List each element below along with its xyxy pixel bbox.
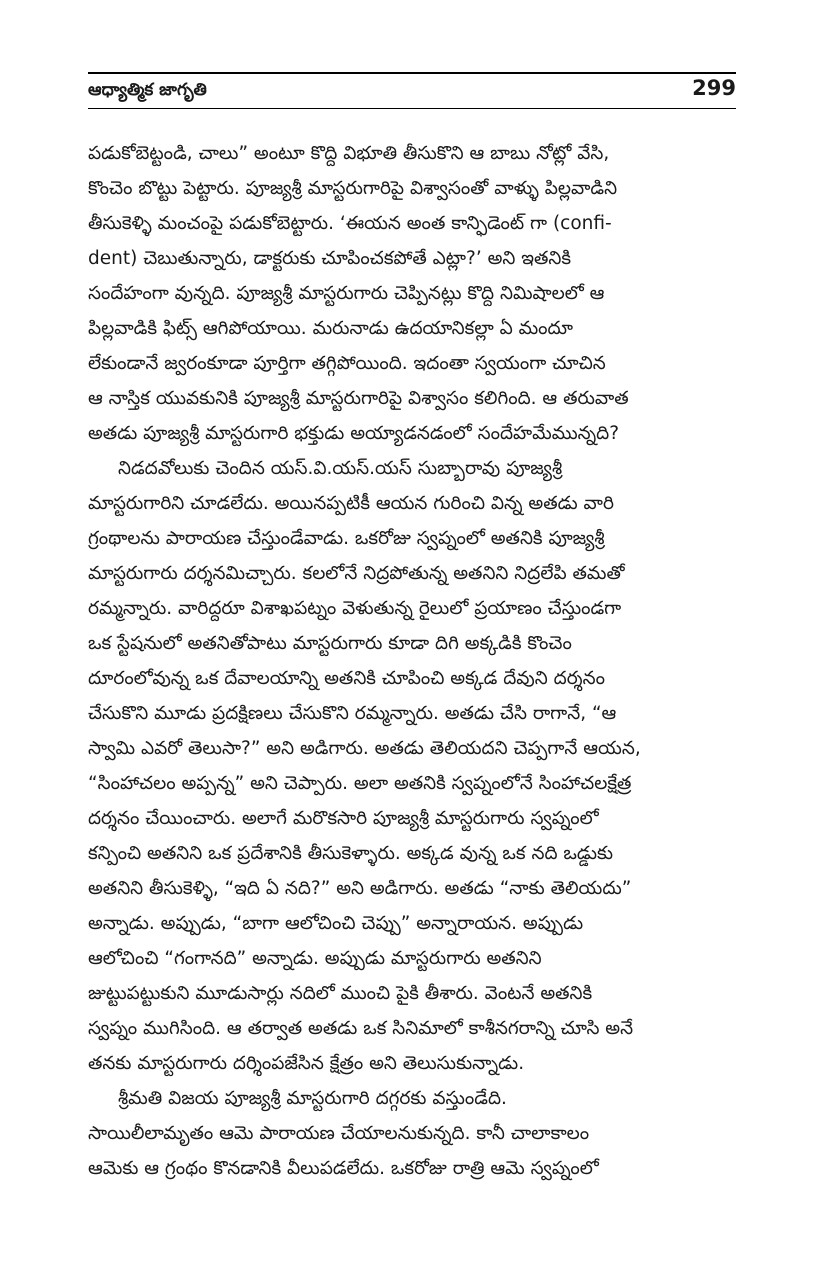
body-text <box>88 136 736 1186</box>
running-head: ఆధ్యాత్మిక జాగృతి <box>88 80 207 100</box>
text-line: కన్పించి అతనిని ఒక ప్రదేశానికి తీసుకెళ్ళారు. అక్కడ వున్న ఒక నది ఒడ్డుకు <box>88 843 614 864</box>
text-line: మాస్టరుగారు దర్శనమిచ్చారు. కలలోనే నిద్రపోతున్న అతనిని నిద్రలేపి తమతో <box>88 563 625 584</box>
text-line: సాయిలీలామృతం ఆమె పారాయణ చేయాలనుకున్నది. కానీ చాలాకాలం <box>88 1123 590 1144</box>
text-line: ఆ నాస్తిక యువకునికి పూజ్యశ్రీ మాస్టరుగారిపై విశ్వాసం కలిగింది. ఆ తరువాత <box>88 388 629 409</box>
text-line: అన్నాడు. అప్పుడు, “బాగా ఆలోచించి చెప్పు” అన్నారాయన. అప్పుడు <box>88 913 584 934</box>
page-number: 299 <box>692 76 736 100</box>
text-line: “సింహాచలం అప్పన్న” అని చెప్పారు. అలా అతనికి స్వప్నంలోనే సింహాచలక్షేత్ర <box>88 773 632 794</box>
text-line: తీసుకెళ్ళి మంచంపై పడుకోబెట్టారు. ‘ఈయన అంత కాన్ఫిడెంట్ గా (confi- <box>88 213 612 234</box>
text-line: సందేహంగా వున్నది. పూజ్యశ్రీ మాస్టరుగారు చెప్పినట్లు కొద్ది నిమిషాలలో ఆ <box>88 283 605 304</box>
text-line: అతనిని తీసుకెళ్ళి, “ఇది ఏ నది?” అని అడిగారు. అతడు “నాకు తెలియదు” <box>88 878 632 899</box>
text-line: తనకు మాస్టరుగారు దర్శింపజేసిన క్షేత్రం అని తెలుసుకున్నాడు. <box>88 1053 525 1074</box>
text-line: స్వామి ఎవరో తెలుసా?” అని అడిగారు. అతడు తెలియదని చెప్పగానే ఆయన, <box>88 738 641 759</box>
text-line: పిల్లవాడికి ఫిట్స్ ఆగిపోయాయి. మరునాడు ఉదయానికల్లా ఏ మందూ <box>88 318 573 339</box>
text-line: లేకుండానే జ్వరంకూడా పూర్తిగా తగ్గిపోయింది. ఇదంతా స్వయంగా చూచిన <box>88 353 606 374</box>
text-line: గ్రంథాలను పారాయణ చేస్తుండేవాడు. ఒకరోజు స్వప్నంలో అతనికి పూజ్యశ్రీ <box>88 528 605 549</box>
text-line: స్వప్నం ముగిసింది. ఆ తర్వాత అతడు ఒక సినిమాలో కాశీనగరాన్ని చూసి అనే <box>88 1018 634 1039</box>
text-line: కొంచెం బొట్టు పెట్టారు. పూజ్యశ్రీ మాస్టరుగారిపై విశ్వాసంతో వాళ్ళు పిల్లవాడిని <box>88 178 618 199</box>
paragraph-first-line: శ్రీమతి విజయ పూజ్యశ్రీ మాస్టరుగారి దగ్గరకు వస్తుండేది. <box>118 1088 507 1109</box>
text-line: dent) చెబుతున్నారు, డాక్టరుకు చూపించకపోతే ఎట్లా?’ అని ఇతనికి <box>88 248 572 269</box>
text-line: చేసుకొని మూడు ప్రదక్షిణలు చేసుకొని రమ్మన్నారు. అతడు చేసి రాగానే, “ఆ <box>88 703 617 724</box>
text-line: దర్శనం చేయించారు. అలాగే మరొకసారి పూజ్యశ్రీ మాస్టరుగారు స్వప్నంలో <box>88 808 599 829</box>
text-line: రమ్మన్నారు. వారిద్దరూ విశాఖపట్నం వెళుతున్న రైలులో ప్రయాణం చేస్తుండగా <box>88 598 622 619</box>
text-line: అతడు పూజ్యశ్రీ మాస్టరుగారి భక్తుడు అయ్యాడనడంలో సందేహమేమున్నది? <box>88 423 620 444</box>
text-line: మాస్టరుగారిని చూడలేదు. అయినప్పటికీ ఆయన గురించి విన్న అతడు వారి <box>88 493 614 514</box>
text-line: ఆలోచించి “గంగానది” అన్నాడు. అప్పుడు మాస్టరుగారు అతనిని <box>88 948 542 969</box>
text-line: ఆమెకు ఆ గ్రంథం కొనడానికి వీలుపడలేదు. ఒకరోజు రాత్రి ఆమె స్వప్నంలో <box>88 1158 599 1179</box>
text-line: దూరంలోవున్న ఒక దేవాలయాన్ని అతనికి చూపించి అక్కడ దేవుని దర్శనం <box>88 668 605 689</box>
page-header <box>88 72 736 109</box>
text-line: పడుకోబెట్టండి, చాలు” అంటూ కొద్ది విభూతి తీసుకొని ఆ బాబు నోట్లో వేసి, <box>88 143 610 164</box>
text-line: ఒక స్టేషనులో అతనితోపాటు మాస్టరుగారు కూడా దిగి అక్కడికి కొంచెం <box>88 633 572 654</box>
text-line: జుట్టుపట్టుకుని మూడుసార్లు నదిలో ముంచి పైకి తీశారు. వెంటనే అతనికి <box>88 983 593 1004</box>
paragraph-first-line: నిడదవోలుకు చెందిన యస్.వి.యస్.యస్ సుబ్బారావు పూజ్యశ్రీ <box>118 458 563 479</box>
